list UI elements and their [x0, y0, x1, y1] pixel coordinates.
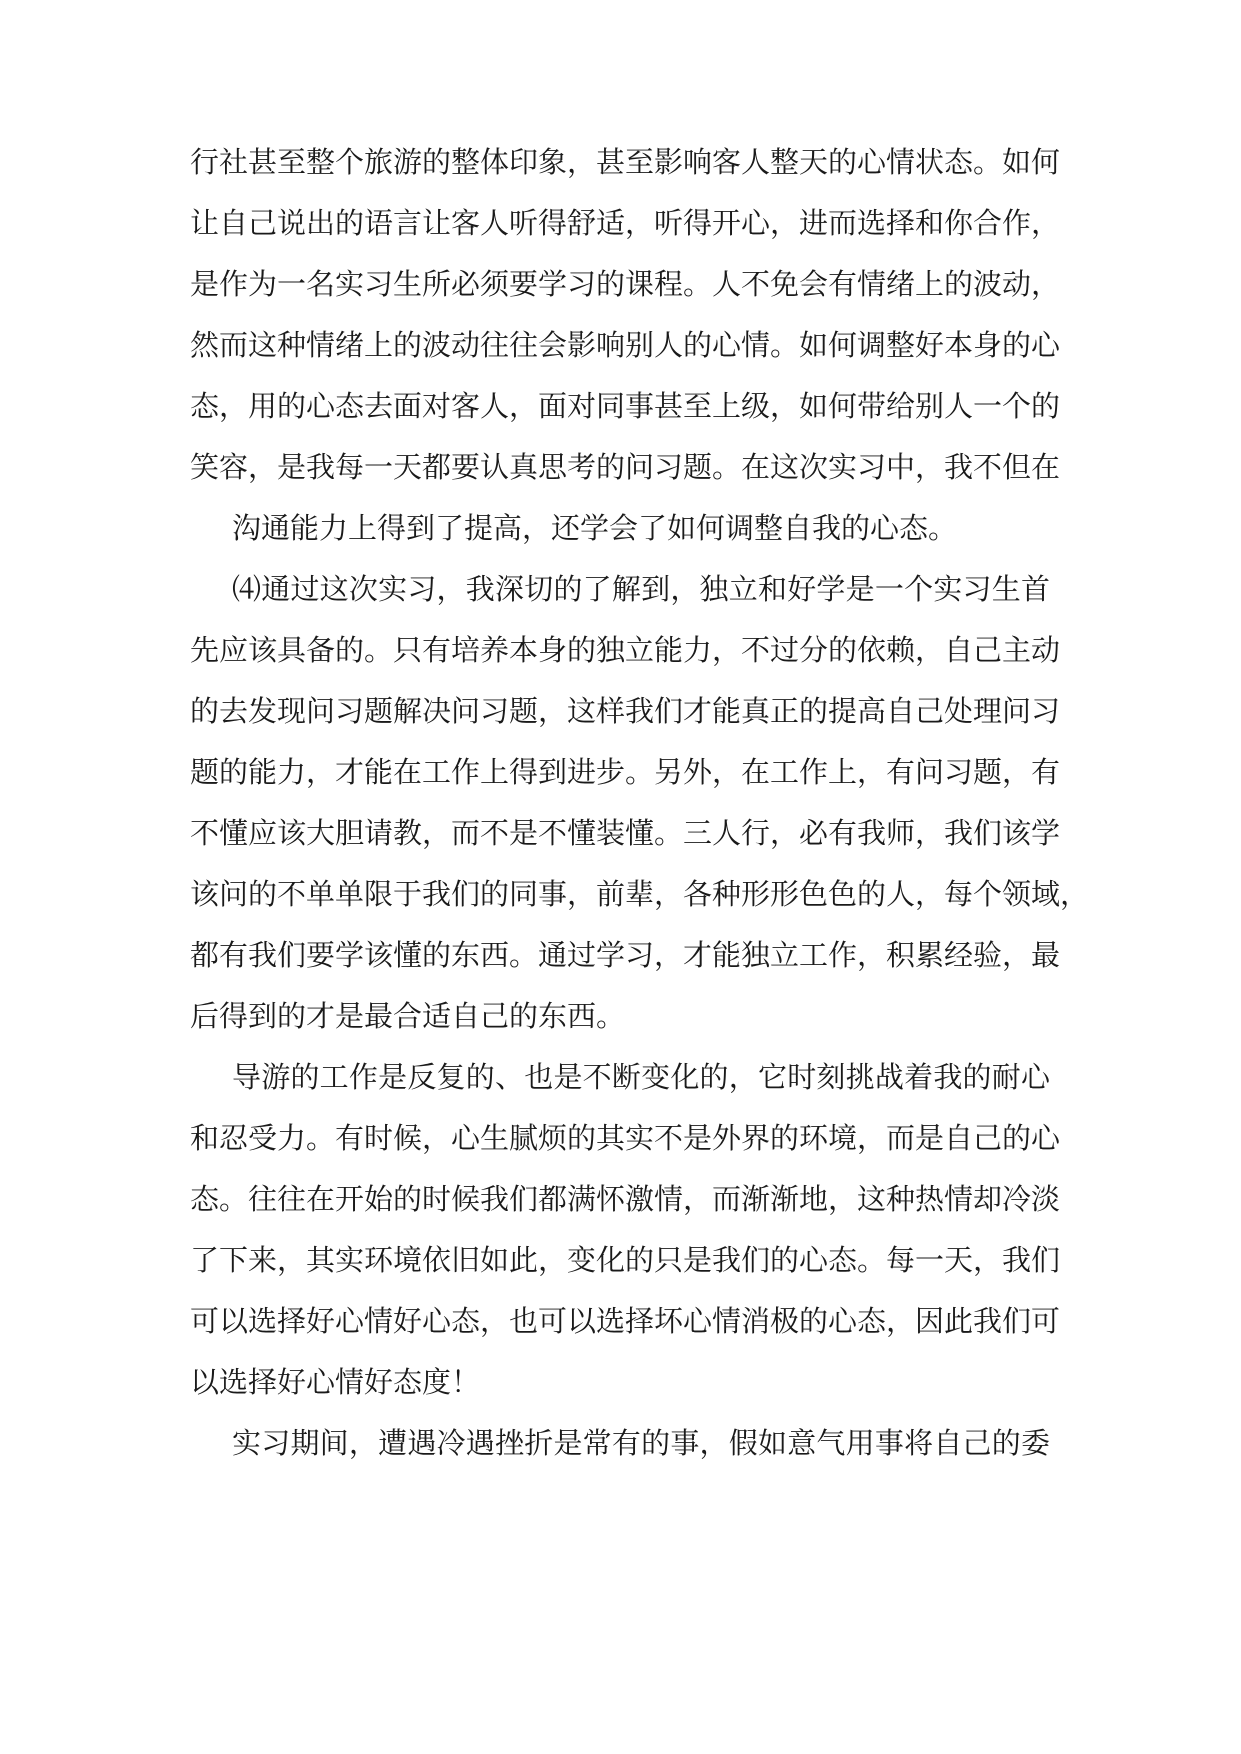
paragraph-start-line: 实习期间，遭遇冷遇挫折是常有的事，假如意气用事将自己的委 [232, 1426, 1050, 1460]
text-line: 以选择好心情好态度！ [190, 1365, 481, 1399]
text-line: 行社甚至整个旅游的整体印象，甚至影响客人整天的心情状态。如何 [190, 145, 1061, 179]
text-line: 不懂应该大胆请教，而不是不懂装懂。三人行，必有我师，我们该学 [190, 816, 1061, 850]
paragraph-start-line: ⑷通过这次实习，我深切的了解到，独立和好学是一个实习生首 [232, 572, 1050, 606]
text-line: 该问的不单单限于我们的同事，前辈，各种形形色色的人，每个领域， [190, 877, 1090, 911]
text-line: 可以选择好心情好心态，也可以选择坏心情消极的心态，因此我们可 [190, 1304, 1061, 1338]
text-line: 和忍受力。有时候，心生腻烦的其实不是外界的环境，而是自己的心 [190, 1121, 1061, 1155]
text-line: 沟通能力上得到了提高，还学会了如何调整自我的心态。 [232, 511, 958, 545]
text-line: 是作为一名实习生所必须要学习的课程。人不免会有情绪上的波动， [190, 267, 1061, 301]
text-line: 然而这种情绪上的波动往往会影响别人的心情。如何调整好本身的心 [190, 328, 1061, 362]
paragraph-start-line: 导游的工作是反复的、也是不断变化的，它时刻挑战着我的耐心 [232, 1060, 1050, 1094]
text-line: 后得到的才是最合适自己的东西。 [190, 999, 626, 1033]
text-line: 题的能力，才能在工作上得到进步。另外，在工作上，有问习题，有 [190, 755, 1061, 789]
text-line: 都有我们要学该懂的东西。通过学习，才能独立工作，积累经验，最 [190, 938, 1061, 972]
text-line: 态，用的心态去面对客人，面对同事甚至上级，如何带给别人一个的 [190, 389, 1061, 423]
text-line: 让自己说出的语言让客人听得舒适，听得开心，进而选择和你合作， [190, 206, 1061, 240]
text-line: 态。往往在开始的时候我们都满怀激情，而渐渐地，这种热情却冷淡 [190, 1182, 1061, 1216]
text-line: 了下来，其实环境依旧如此，变化的只是我们的心态。每一天，我们 [190, 1243, 1061, 1277]
text-line: 笑容，是我每一天都要认真思考的问习题。在这次实习中，我不但在 [190, 450, 1061, 484]
text-line: 的去发现问习题解决问习题，这样我们才能真正的提高自己处理问习 [190, 694, 1061, 728]
text-line: 先应该具备的。只有培养本身的独立能力，不过分的依赖，自己主动 [190, 633, 1061, 667]
